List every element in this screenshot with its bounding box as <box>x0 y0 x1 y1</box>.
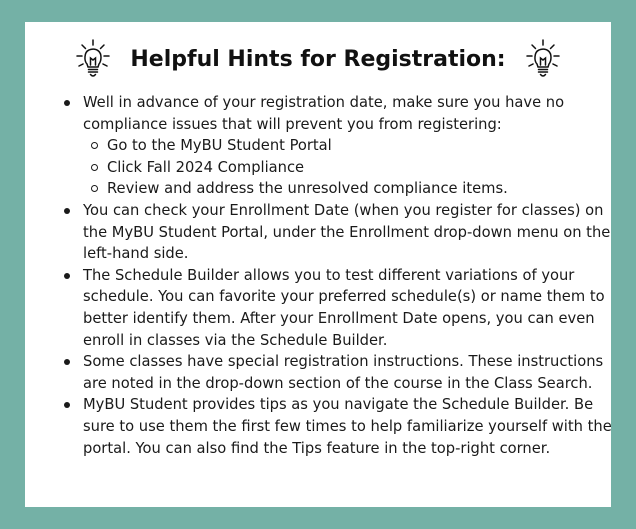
page-title: Helpful Hints for Registration: <box>130 46 506 72</box>
hint-item <box>83 92 628 200</box>
sub-item: Click Fall 2024 Compliance <box>107 157 628 179</box>
hint-text: You can check your Enrollment Date (when you register for classes) on the MyBU Student Portal, under the Enrollment drop-down menu on the left-hand side. <box>83 201 611 263</box>
lightbulb-icon <box>526 39 560 79</box>
hints-list <box>59 92 628 459</box>
compliance-steps-list <box>83 135 628 200</box>
sub-item: Review and address the unresolved compliance items. <box>107 178 628 200</box>
hint-text: Some classes have special registration instructions. These instructions are noted in the drop-down section of the course in the Class Search. <box>83 353 604 392</box>
hint-item <box>83 265 628 351</box>
hints-card <box>25 22 611 507</box>
lightbulb-icon <box>76 39 110 79</box>
hint-item <box>83 200 628 265</box>
hint-text: The Schedule Builder allows you to test different variations of your schedule. You can favorite your preferred schedule(s) or name them to better identify them. After your Enrollment Date opens, you can even enroll in classes via the Schedule Builder. <box>83 266 605 349</box>
sub-item: Go to the MyBU Student Portal <box>107 135 628 157</box>
title-row <box>25 37 611 81</box>
hint-text: Well in advance of your registration date, make sure you have no compliance issues that will prevent you from registering: <box>83 94 565 133</box>
hint-item <box>83 351 628 394</box>
hint-item <box>83 394 628 459</box>
hint-text: MyBU Student provides tips as you navigate the Schedule Builder. Be sure to use them the first few times to help familiarize yourself with the portal. You can also find the Tips feature in the top-right corner. <box>83 396 612 457</box>
